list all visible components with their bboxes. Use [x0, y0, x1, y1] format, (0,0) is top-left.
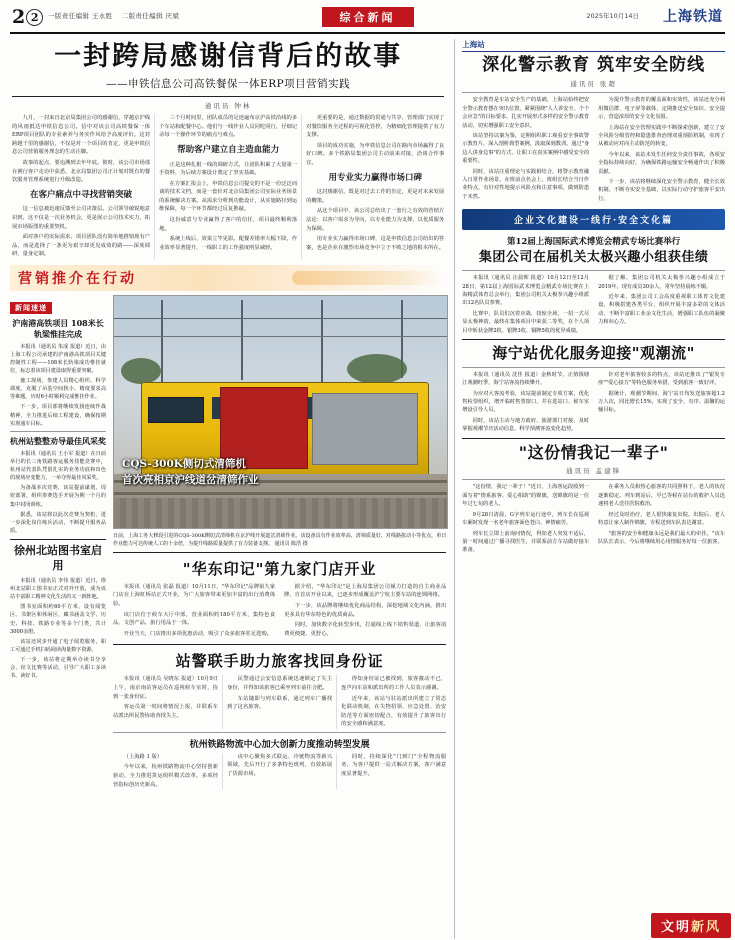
- photo-caption-line: 首次亮相京沪线道岔清筛作业: [122, 473, 259, 486]
- page-number: 2 2: [12, 6, 43, 28]
- story-hangzhou-body: [113, 753, 446, 789]
- paragraph: 本报讯（通讯员 张磊 报道）10月11日，"华东印记"品牌第九家门店在上海虹桥站正式开业，为广大旅客带来更加丰富的出行消费体验。: [113, 583, 276, 608]
- right-headline-4: "这份情我记一辈子": [518, 442, 669, 462]
- paragraph: 九月，一封来自北京局集团公司的感谢信，穿越京沪线的风雨抵达申铁信息公司。信中对该公司高铁餐保一体ERP项目团队的专业素养与务实作风给予高度评价。这封跨越千里的感谢信，不仅是对一个项目的肯定，更是申铁信息公司营销服务理念的生动注脚。: [12, 115, 151, 156]
- paragraph: 据统计，观潮节期间，海宁站日均发送旅客超1.2万人次，同比增长15%，实现了安全、有序、温馨的运输目标。: [598, 390, 725, 414]
- paragraph: 施工现场，参建人员精心组织、科学调度，克服了吊装空间狭小、精度要求高等难题，历时6小时顺利完成惟挂作业。: [10, 378, 106, 401]
- paragraph: 同时，持续深化"门到门"全程物流服务，为客户提供一站式解决方案，客户满意度显著提升。: [341, 753, 447, 777]
- paragraph: 为提升警示教育的覆盖面和实效性，该站还充分利用微信群、电子屏等载体，定期推送安全知识、安全提示，营造浓厚的安全文化氛围。: [598, 97, 725, 121]
- paragraph: 这封感谢信，既是对过去工作的肯定，更是对未来发展的鞭策。: [306, 189, 445, 204]
- paragraph: 比赛中，队员们沉着应战、技惊全场，一招一式尽显太极神韵，最终在集体项目中荣获二等奖，在个人项目中斩获金牌2枚、银牌3枚、铜牌5枚的优异成绩。: [462, 310, 590, 334]
- news-photo: [113, 295, 448, 529]
- paragraph: 据了解，集团公司机关太极拳兴趣小组成立于2019年，现有成员30余人，常年坚持晨练不辍。: [598, 275, 725, 290]
- brief-title: 沪南港高铁项目 108米长轨梁惟挂完成: [12, 317, 104, 339]
- right-sub-headline-2: 第12届上海国际武术博览会精武专场比赛举行: [506, 237, 681, 248]
- paragraph: 故事的起点，要追溯到去年年底。彼时，该公司市场部在例行客户走访中获悉，北京局集团公司正计划对既有的餐饮服务管理系统进行升级改造。: [12, 159, 151, 184]
- paragraph: 9月28日清晨，G字列车运行途中，列车长在巡视车厢时发现一名老年旅客面色苍白、神情痛苦。: [462, 511, 590, 527]
- masthead: [10, 6, 725, 34]
- paragraph: 该站坚持以案为鉴，定期组织职工观看安全事故警示教育片，深入剖析典型案例，汲取深刻教训。通过"身边人讲身边事"的方式，让职工在真实案例中感受安全的重要性。: [462, 132, 590, 165]
- paragraph: 上海站在安全管理实践中不断探索创新，建立了安全风险分级管控和隐患排查治理双重预防机制，实现了从被动应对向主动防范的转变。: [598, 124, 725, 148]
- paragraph: 用专业实力赢得市场口碑，这是申铁信息公司给出的答案，也是企业在激烈市场竞争中立于不败之地的根本所在。: [306, 236, 445, 251]
- left-region: [10, 39, 446, 939]
- publication-date: 2025年10月14日: [586, 12, 639, 20]
- story-hangzhou: [113, 737, 446, 789]
- right-body-1: [462, 96, 725, 204]
- culture-banner: 企业文化建设一线行·安全文化篇: [462, 209, 725, 230]
- paragraph: 更重要的是，通过数据的贯通与共享，管理部门实现了对餐饮服务全过程的可视化管控，为精细化管理提供了有力支撑。: [306, 115, 445, 139]
- paragraph: 正是这种扎根一线的调研方式，让团队积累了大量第一手资料，为后续方案设计奠定了坚实基础。: [159, 161, 298, 177]
- paragraph: 该门店位于候车大厅中部，营业面积约180平方米，集特色食品、文创产品、旅行用品于一体。: [113, 611, 276, 627]
- paragraph: 同时，该站主动与地方政府、旅游部门对接，及时掌握观潮节庆活动信息，科学预测客流变化趋势。: [462, 417, 590, 433]
- lead-subheadline: ——申铁信息公司高铁餐保一体ERP项目营销实践: [106, 78, 351, 91]
- paragraph: 本报讯（通讯员 王小军 报道）在日前举行的长三角铁路客运服务技能竞赛中，杭州站代表队凭借扎实的业务功底和出色的现场应变能力，一举夺得最佳风采奖。: [10, 450, 106, 482]
- paragraph: 下一步，该品牌将继续优化商品结构，深挖地域文化内涵，推出更多具有华东特色的优质商品。: [284, 603, 447, 618]
- paragraph: 今年以来，该站未发生任何安全责任事故，各项安全指标持续向好，为确保铁路运输安全畅通作出了积极贡献。: [598, 151, 725, 175]
- brief-title: 杭州站整整劝导最佳风采奖: [10, 435, 106, 446]
- lead-body: [12, 114, 444, 259]
- paragraph: 下一步，该站将继续深化安全警示教育，健全长效机制，不断夯实安全基础，以实际行动守护旅客平安出行。: [598, 179, 725, 202]
- paragraph: 同时，加快数字化转型步伐，打通线上线下销售渠道，让旅客消费更便捷、更舒心。: [284, 622, 447, 637]
- story-zhanjing-title: 站警联手助力旅客找回身份证: [175, 652, 384, 671]
- brief-title: 徐州北站图书室启用: [14, 544, 102, 572]
- left-grid: [10, 295, 446, 789]
- photo-and-stories-column: [113, 295, 446, 789]
- right-headline-1: 深化警示教育 筑牢安全防线: [482, 55, 706, 75]
- paragraph: 下一步，该站将定期举办读书分享会、征文比赛等活动，引导广大职工多读书、读好书。: [10, 657, 106, 680]
- paragraph: "旅客的安全和健康永远是我们最大的牵挂。"该车队队长表示，今后将继续用心用情服务好每一位旅客。: [598, 530, 725, 545]
- right-headline-3: 海宁站优化服务迎接"观潮流": [492, 344, 695, 363]
- paragraph: 本报讯（通讯员 李伟 报道）近日，徐州北站职工图书室正式对外开放，成为该站丰富职工精神文化生活的又一新阵地。: [10, 577, 106, 601]
- paragraph: 本报讯（通讯员 沈佳 报道）金秋时节，正值钱塘江观潮旺季，海宁站客流持续攀升。: [462, 371, 590, 387]
- right-body-4: [462, 483, 725, 554]
- story-huadong-body: [113, 583, 446, 640]
- right-region: [454, 39, 725, 939]
- briefs-tag: 新闻速递: [10, 302, 52, 314]
- paragraph: 在乘务人员和热心旅客的共同照料下，老人的状况逐渐稳定。列车到站后，早已等候在站台的救护人员迅速将老人送往医院救治。: [598, 484, 725, 508]
- campaign-banner: [10, 265, 446, 291]
- paragraph: 民警通过公安信息系统迅速锁定了失主身份，并得知该旅客已乘坐列车前往合肥。: [227, 676, 333, 691]
- lead-article: [10, 41, 446, 259]
- paragraph: 列车长立即上前询问情况，得知老人突发不适后，第一时间通过广播寻找医生，并联系前方车站做好接车准备。: [462, 530, 590, 554]
- paragraph: 该站还同步开通了电子阅览服务，职工可通过手机扫码阅读海量数字资源。: [10, 638, 106, 653]
- civilization-logo: [651, 913, 731, 938]
- paragraph: 据悉，该站将以此次竞赛为契机，进一步深化岗位练兵活动，不断提升服务品质。: [10, 511, 106, 534]
- paragraph: 车站随即与列车联系，通过列车广播找到了这名旅客。: [227, 695, 333, 711]
- paragraph: 在方案汇报会上，申铁信息公司提交的不是一份泛泛而谈的技术文档，而是一套针对北京局集团公司实际业务场景的系统解决方案。从需求分析到功能设计，从实施路径到运维保障，每一个环节都经过反复推敲。: [159, 180, 298, 213]
- story-hangzhou-dateline: （上海路 1 版）: [123, 753, 163, 760]
- lead-byline: 通讯员 钟林: [204, 102, 252, 111]
- campaign-banner-label: 营销推介在行动: [18, 270, 137, 287]
- paragraph: 系统上线后，效果立竿见影。配餐差错率大幅下降，作业效率显著提升，一线职工的工作强度明显减轻。: [159, 236, 298, 251]
- paragraph: 针对老年旅客较多的特点，该站还推出了"银发专座""爱心接力"等特色服务举措，受到旅客一致好评。: [598, 371, 725, 387]
- right-byline-4: 通讯员 孟建锋: [566, 467, 622, 476]
- paragraph: 这份诚意与专业赢得了客户的信任，项目最终顺利落地。: [159, 217, 298, 232]
- story-zhanjing: [113, 650, 446, 728]
- lead-subhead-3: 用专业实力赢得市场口碑: [328, 172, 422, 183]
- logo-text-right: 新风: [690, 920, 721, 935]
- paragraph: 近年来，集团公司工会高度重视职工体育文化建设，积极搭建各类平台，组织开展丰富多彩的文体活动，不断丰富职工业余文化生活，增强职工队伍的凝聚力和向心力。: [598, 294, 725, 326]
- paragraph: 这一信息被迅速反馈至公司决策层。公司领导敏锐地意识到，这不仅是一次业务机会，更是展示公司技术实力、拓展市场版图的重要契机。: [12, 206, 151, 230]
- paragraph: 从这个项目中，该公司总结出了一套行之有效的营销方法论：以客户需求为导向，以专业能力为支撑，以优质服务为保障。: [306, 208, 445, 232]
- paragraph: 经过及时治疗，老人很快康复出院。出院后，老人特意让家人制作锦旗，专程送到车队表达谢意。: [598, 511, 725, 527]
- paragraph: "这份情，我记一辈子！"近日，上海客运段收到一面写着"情系旅客、爱心相助"的锦旗，送锦旗的是一位年过七旬的老人。: [462, 484, 590, 508]
- lead-subhead-2: 帮助客户建立自主造血能力: [177, 144, 280, 155]
- paragraph: 本报讯（通讯员 汪晨晖 报道）10月12日至12月28日，第12届上海国际武术博览会精武专场比赛在上海精武体育总会举行，集团公司机关太极拳兴趣小组派出12名队员参赛。: [462, 275, 590, 307]
- section-title: 综合新闻: [322, 7, 414, 27]
- right-body-3: [462, 371, 725, 434]
- paragraph: 开业当天，门店推出多项优惠活动，吸引了众多旅客驻足选购。: [123, 630, 272, 637]
- logo-text-left: 文明: [660, 920, 691, 935]
- station-tag: 上海站: [462, 39, 725, 52]
- story-huadong: [113, 558, 446, 640]
- right-body-2: [462, 274, 725, 335]
- paragraph: 本报讯（通讯员 朱成 报道）近日，由上海工程公司承建的沪南港高铁项目关键控制性工程——108米长轨梁成功惟挂就位，标志着该项目建设取得重要突破。: [10, 343, 106, 374]
- story-zhanjing-body: [113, 675, 446, 728]
- photo-caption-line: CQS-300K侧切式清筛机: [122, 458, 246, 471]
- paragraph: 该中心聚焦多式联运、冷链物流等新兴领域，先后开行了多条特色班列，有效拓展了货源市场。: [227, 753, 333, 777]
- right-byline-1: 通讯员 张超: [570, 80, 617, 89]
- page-body: [10, 39, 725, 939]
- story-huadong-title: "华东印记"第九家门店开业: [182, 559, 377, 578]
- brief-item: [10, 544, 106, 680]
- newspaper-brand: 上海铁道: [663, 9, 723, 25]
- paragraph: 为备战本次竞赛，该站提前谋划、周密部署，组织参赛选手开展为期一个月的集中封闭训练。: [10, 485, 106, 508]
- brief-item: [10, 436, 106, 535]
- paragraph: 本报讯（通讯员 吴晓东 报道）10月9日上午，南京南站客运员在巡视候车室时，捡到一张身份证。: [113, 676, 219, 700]
- lead-headline: 一封跨局感谢信背后的故事: [54, 41, 403, 72]
- paragraph: 图书室面积约60平方米，设有阅览区、书架区和休闲区，藏书涵盖文学、历史、科技、铁路专业等多个门类，共计3000余册。: [10, 604, 106, 635]
- paragraph: 得知身份证已被找到，旅客激动不已，连声向车站和派出所的工作人员表示感谢。: [341, 676, 447, 691]
- paragraph: 项目的成功实施，为申铁信息公司在路内市场赢得了良好口碑。多个铁路局集团公司主动前来对接，洽谈合作事宜。: [306, 142, 445, 166]
- editor-credits: 一版责任编辑 王永胜 二版责任编辑 庆斌: [48, 12, 180, 20]
- paragraph: 客运员第一时间将情况上报，并联系车站派出所民警协助查找失主。: [113, 704, 219, 719]
- paragraph: 安全教育是车站安全生产的基础，上海站始终把安全警示教育摆在突出位置，紧紧围绕"人人讲安全、个个会应急"的目标要求，扎实开展形式多样的安全警示教育活动，切实增强职工安全意识。: [462, 97, 590, 129]
- paragraph: 同时，该站注重理论与实践相结合，将警示教育融入日常作业场景。在班前点名会上，班组长结合当日作业特点，有针对性地提示风险点和注意事项，做到防患于未然。: [462, 168, 590, 200]
- photo-caption: [122, 457, 259, 487]
- paragraph: 三个月时间里，团队成员的足迹遍布京沪高铁沿线的多个车站和配餐中心。他们与一线作业人员同吃同行，仔细记录每一个操作环节的痛点与难点。: [159, 115, 298, 139]
- paragraph: 今年以来，杭州铁路物流中心坚持创新驱动，全力推进货运组织模式改革，多项经营指标创历史新高。: [113, 764, 219, 788]
- paragraph: 据介绍，"华东印记"是上海局集团公司倾力打造的自主商业品牌，自首店开业以来，已逐步形成覆盖沪宁杭主要车站的连锁网络。: [284, 583, 447, 599]
- right-headline-2: 集团公司在届机关太极兴趣小组获佳绩: [478, 250, 709, 266]
- story-hangzhou-title: 杭州铁路物流中心加大创新力度推动转型发展: [189, 739, 370, 750]
- photo-credit: 日前，上海工务大修段引进的CQS-300K侧切式清筛机在京沪线开展道岔清筛作业。该设备具有作业效率高、清筛质量好、对线路扰动小等优点，单日作业能力可达传统人工的十余倍，为提升线路质量提供了有力装备支撑。 通讯员 陈浩 摄: [113, 532, 447, 547]
- paragraph: 面对客户的实际需求，项目团队没有简单地推销现有产品，而是选择了一条更为艰辛却更见成效的路——深度调研，量身定制。: [12, 234, 151, 258]
- brief-item: [10, 318, 106, 428]
- briefs-column: [10, 295, 106, 789]
- paragraph: 近年来，该站与驻站派出所建立了常态化联动机制，在失物招领、应急处置、治安防范等方面密切配合，有效提升了旅客出行的安全感和满意度。: [341, 695, 447, 728]
- banner-decoration: [292, 271, 442, 285]
- lead-subhead-1: 在客户痛点中寻找营销突破: [30, 189, 133, 200]
- paragraph: 下一步，项目部将继续发扬连续作战精神，全力推进后续工程建设，确保按期实现通车目标。: [10, 404, 106, 427]
- paragraph: 为应对大客流考验，该站提前制定专项方案，优化售检票组织，增开临时售票窗口，并在进站口、候车室增设引导人员。: [462, 390, 590, 414]
